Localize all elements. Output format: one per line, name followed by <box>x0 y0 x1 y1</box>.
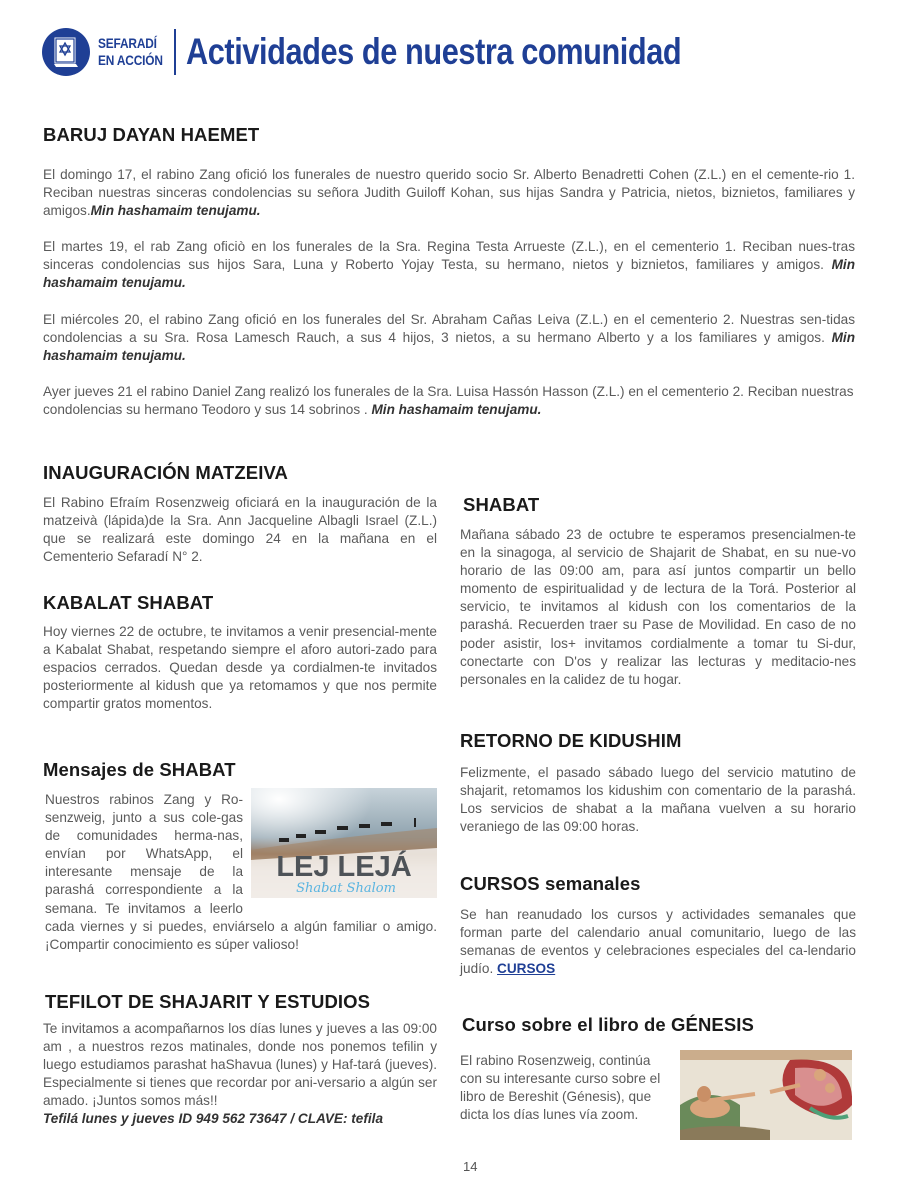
logo <box>42 28 90 76</box>
section-title-shabat: SHABAT <box>463 494 540 515</box>
page-number: 14 <box>463 1159 478 1174</box>
creation-of-adam-image <box>680 1050 852 1140</box>
matzeiva-text: El Rabino Efraím Rosenzweig oficiará en la inauguración de la matzeivà (lápida)de la Sra. Ann Jacqueline Albagli Israel (Z.L.) que se realizará este domingo 24 en la mañana en el Cementerio Sefaradí N° 2. <box>43 495 437 565</box>
brand-line-1: SEFARADÍ <box>98 35 157 51</box>
section-title-kidushim: RETORNO DE KIDUSHIM <box>460 730 682 751</box>
section-title-matzeiva: INAUGURACIÓN MATZEIVA <box>43 462 288 483</box>
star-of-david-book-icon <box>51 35 81 69</box>
cursos-text: Se han reanudado los cursos y actividades semanales que forman parte del calendario anual comunitario, luego de las semanas de eventos y celebraciones especiales del ca-lendario judío. CURSOS <box>460 907 856 977</box>
kabalat-text: Hoy viernes 22 de octubre, te invitamos a venir presencial-mente a Kabalat Shabat, respetando siempre el aforo autori-zado para espacios cerrados. Quedan desde ya cordialmen-te invitados posteriormente al kidush que ya retomamos y que nos permite compartir gratos momentos. <box>43 624 437 712</box>
svg-text:Shabat Shalom: Shabat Shalom <box>296 881 396 896</box>
section-title-genesis: Curso sobre el libro de GÉNESIS <box>462 1014 754 1035</box>
section-title-cursos: CURSOS semanales <box>460 873 641 894</box>
brand-name <box>98 35 166 69</box>
section-title-kabalat: KABALAT SHABAT <box>43 592 214 613</box>
tefilot-text: Te invitamos a acompañarnos los días lunes y jueves a las 09:00 am , a nuestros rezos matinales, donde nos ponemos tefilin y luego estudiamos parashat haShavua (lunes) y Haf-tará (jueves). Especialmente si tienes que recordar por ani-versario a algún ser amado. ¡Juntos somos más!! Tefilá lunes y jueves ID 949 562 73647 / CLAVE: tefila <box>43 1021 437 1127</box>
baruj-paragraph-3: El miércoles 20, el rabino Zang ofició en los funerales del Sr. Abraham Cañas Leiva (Z.L.) en el cementerio 2. Nuestras sen-tidas condolencias a su Sra. Rosa Lamesch Rauch, a sus 4 hijos, 3 nietos, a su hermano Alberto y a los familiares y amigos. Min hashamaim tenujamu. <box>43 312 855 364</box>
cursos-link[interactable]: CURSOS <box>497 961 556 977</box>
lej-leja-image <box>251 788 437 898</box>
section-title-baruj: BARUJ DAYAN HAEMET <box>43 124 260 145</box>
zoom-credentials: Tefilá lunes y jueves ID 949 562 73647 / CLAVE: tefila <box>43 1111 384 1127</box>
section-title-tefilot: TEFILOT DE SHAJARIT Y ESTUDIOS <box>45 991 371 1012</box>
section-title-mensajes: Mensajes de SHABAT <box>43 759 236 780</box>
page-header <box>42 27 783 77</box>
brand-line-2: EN ACCIÓN <box>98 52 163 68</box>
page-title: Actividades de nuestra comunidad <box>186 31 682 72</box>
camel-caravan-image <box>251 788 437 898</box>
svg-text:LEJ LEJÁ: LEJ LEJÁ <box>276 851 412 883</box>
baruj-paragraph-2: El martes 19, el rab Zang oficiò en los funerales de la Sra. Regina Testa Arrueste (Z.L.), en el cementerio 1. Reciban nues-tras sinceras condolencias sus hijos Sara, Luna y Roberto Yojay Testa, su hermano, nietos y biznietos, familiares y amigos. Min hashamaim tenujamu. <box>43 239 855 291</box>
baruj-paragraph-4: Ayer jueves 21 el rabino Daniel Zang realizó los funerales de la Sra. Luisa Hassón Hasson (Z.L.) en el cementerio 2. Reciban nuestras condolencias su hermano Teodoro y sus 14 sobrinos . Min hashamaim tenujamu. <box>43 384 854 418</box>
shabat-text: Mañana sábado 23 de octubre te esperamos presencialmen-te en la sinagoga, al servicio de Shajarit de Shabat, en su nue-vo horario de las 09:00 am, para así juntos compartir un bello momento de espiritualidad y de lectura de la Torá. Posterior al servicio, te invitamos al kidush con los comentarios de la parashá. Recuerden traer su Pase de Movilidad. En caso de no poder asistir, los+ invitamos cordialmente a tomar tu Si-dur, conectarte con D'os y realizar las lecturas y meditacio-nes personales en la calidez de tu hogar. <box>460 527 856 687</box>
kidushim-text: Felizmente, el pasado sábado luego del servicio matutino de shajarit, retomamos los kidushim con comentario de la parashá. Los servicios de shabat a la mañana vuelven a su horario veraniego de las 09:00 horas. <box>460 765 856 835</box>
baruj-paragraph-1: El domingo 17, el rabino Zang ofició los funerales de nuestro querido socio Sr. Alberto Benadretti Cohen (Z.L.) en el cemente-rio 1. Reciban nuestras sinceras condolencias su señora Judith Guiloff Kohan, sus hijas Sandra y Patricia, nietos, biznietos, familiares y amigos.Min hashamaim tenujamu. <box>43 167 855 219</box>
mensajes-text: LEJ LEJÁ Shabat Shalom Nuestros rabinos Zang y Ro-senzweig, junto a sus cole-gas de comunidades herma-nas, envían por WhatsApp, el interesante mensaje de la parashá correspondiente a la semana. Te invitamos a leerlo cada viernes y si puedes, enviárselo a algún familiar o amigo. ¡Compartir conocimiento es súper valioso! <box>45 791 437 954</box>
header-divider <box>174 29 176 75</box>
genesis-text: El rabino Rosenzweig, continúa con su interesante curso sobre el libro de Bereshit (Génesis), que dicta los días lunes vía zoom. <box>460 1053 661 1123</box>
